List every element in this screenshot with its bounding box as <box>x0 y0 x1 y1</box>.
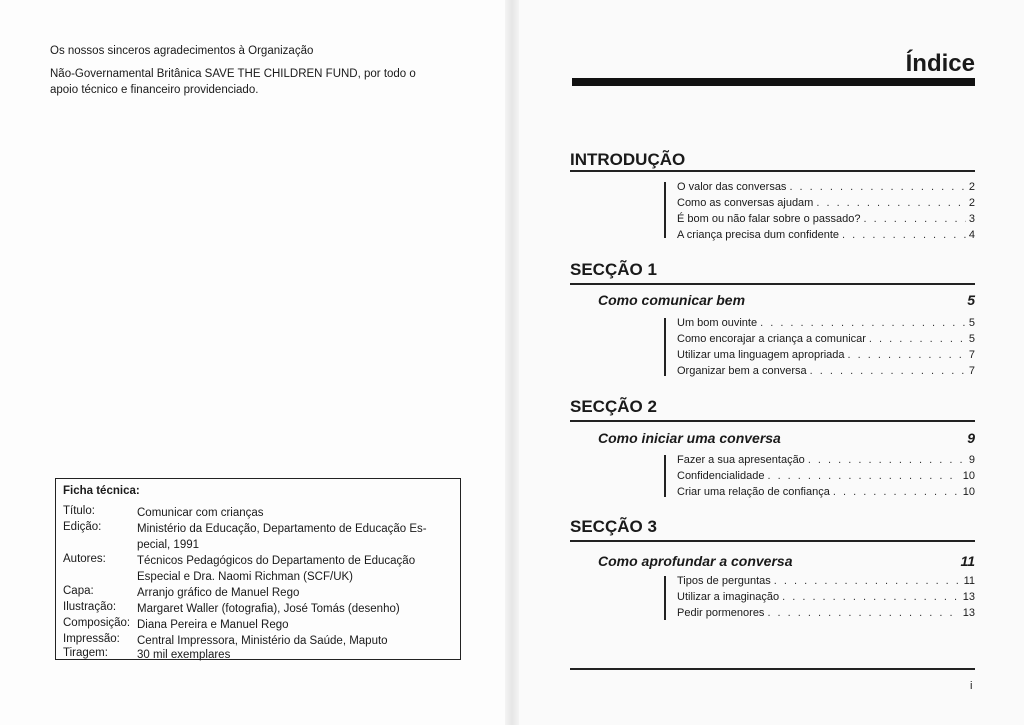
ficha-label: Impressão: <box>63 633 120 645</box>
toc-entry <box>677 229 975 245</box>
ficha-row-ilustracao <box>63 601 455 617</box>
ficha-label: Título: <box>63 505 95 517</box>
dot-leader <box>774 575 961 587</box>
toc-entry-text: Utilizar uma linguagem apropriada <box>677 349 845 361</box>
entries-bar <box>664 182 666 238</box>
dot-leader <box>863 213 965 225</box>
toc-entry-page: 10 <box>962 470 975 482</box>
ficha-label: Autores: <box>63 553 106 565</box>
subtitle-page: 9 <box>967 430 975 446</box>
section-1-subtitle <box>598 292 975 308</box>
toc-entry-page: 2 <box>968 197 975 209</box>
section-rule <box>570 420 975 422</box>
toc-entry-page: 3 <box>968 213 975 225</box>
section-2-subtitle <box>598 430 975 446</box>
toc-entry-text: Utilizar a imaginação <box>677 591 780 603</box>
toc-entry <box>677 591 975 607</box>
ficha-label: Composição: <box>63 617 131 629</box>
toc-entry-text: O valor das conversas <box>677 181 787 193</box>
ficha-label: Edição: <box>63 521 102 533</box>
subtitle-text: Como aprofundar a conversa <box>598 553 793 569</box>
dot-leader <box>810 365 966 377</box>
dot-leader <box>789 181 965 193</box>
toc-entry-text: Tipos de perguntas <box>677 575 771 587</box>
toc-entry <box>677 197 975 213</box>
toc-entry-text: A criança precisa dum confidente <box>677 229 840 241</box>
toc-entry <box>677 470 975 486</box>
toc-entry <box>677 333 975 349</box>
toc-entry <box>677 454 975 470</box>
book-gutter <box>505 0 519 725</box>
ficha-value: 30 mil exemplares <box>137 649 231 661</box>
subtitle-page: 5 <box>967 292 975 308</box>
toc-entry-page: 9 <box>968 454 975 466</box>
toc-entry-text: Um bom ouvinte <box>677 317 758 329</box>
ficha-value: Margaret Waller (fotografia), José Tomás (desenho) <box>137 603 400 615</box>
ficha-value: Comunicar com crianças <box>137 507 264 519</box>
toc-entry-text: Pedir pormenores <box>677 607 765 619</box>
acknowledgement-line: Não-Governamental Britânica SAVE THE CHILDREN FUND, por todo o <box>50 68 416 80</box>
toc-entry-text: Organizar bem a conversa <box>677 365 807 377</box>
ficha-value: Arranjo gráfico de Manuel Rego <box>137 587 300 599</box>
ficha-label: Tiragem: <box>63 647 108 659</box>
entries-bar <box>664 576 666 620</box>
toc-entry <box>677 317 975 333</box>
dot-leader <box>767 470 959 482</box>
ficha-row-titulo <box>63 505 455 521</box>
toc-entry <box>677 181 975 197</box>
toc-entry <box>677 486 975 502</box>
section-2-heading: SECÇÃO 2 <box>570 397 657 416</box>
ficha-row-composicao <box>63 617 455 633</box>
toc-entry-page: 10 <box>962 486 975 498</box>
dot-leader <box>869 333 966 345</box>
toc-entry-text: Fazer a sua apresentação <box>677 454 805 466</box>
ficha-row-edicao <box>63 521 455 553</box>
toc-entry <box>677 213 975 229</box>
ficha-row-capa <box>63 585 455 601</box>
toc-entry-page: 5 <box>968 333 975 345</box>
toc-entry <box>677 349 975 365</box>
dot-leader <box>760 317 966 329</box>
subtitle-text: Como iniciar uma conversa <box>598 430 781 446</box>
toc-entry-page: 2 <box>968 181 975 193</box>
subtitle-page: 11 <box>960 553 975 569</box>
footer-rule <box>570 668 975 670</box>
index-title: Índice <box>905 50 975 77</box>
toc-entry-page: 7 <box>968 349 975 361</box>
toc-entry-text: Confidencialidade <box>677 470 765 482</box>
toc-entry-page: 4 <box>968 229 975 241</box>
toc-entry-text: É bom ou não falar sobre o passado? <box>677 213 861 225</box>
dot-leader <box>767 607 959 619</box>
section-rule <box>570 283 975 285</box>
toc-entry <box>677 575 975 591</box>
title-bar <box>572 78 975 86</box>
dot-leader <box>848 349 966 361</box>
ficha-tecnica-box <box>55 478 461 660</box>
toc-entry <box>677 365 975 381</box>
toc-entry-page: 7 <box>968 365 975 377</box>
ficha-value: Diana Pereira e Manuel Rego <box>137 619 289 631</box>
section-3-heading: SECÇÃO 3 <box>570 517 657 536</box>
intro-heading: INTRODUÇÃO <box>570 150 686 169</box>
ficha-value: Técnicos Pedagógicos do Departamento de Educação Especial e Dra. Naomi Richman (SCF/UK) <box>137 555 416 583</box>
toc-entry-text: Como as conversas ajudam <box>677 197 814 209</box>
dot-leader <box>816 197 966 209</box>
entries-bar <box>664 455 666 497</box>
acknowledgement-line: Os nossos sinceros agradecimentos à Organização <box>50 45 314 57</box>
toc-entry-text: Criar uma relação de confiança <box>677 486 830 498</box>
dot-leader <box>842 229 966 241</box>
section-rule <box>570 540 975 542</box>
toc-entry-page: 13 <box>962 607 975 619</box>
toc-entry-page: 5 <box>968 317 975 329</box>
toc-entry <box>677 607 975 623</box>
dot-leader <box>782 591 960 603</box>
ficha-row-tiragem <box>63 647 455 663</box>
subtitle-text: Como comunicar bem <box>598 292 746 308</box>
dot-leader <box>808 454 966 466</box>
acknowledgement-line: apoio técnico e financeiro providenciado. <box>50 84 259 96</box>
ficha-row-autores <box>63 553 455 585</box>
section-rule <box>570 170 975 172</box>
page-number: i <box>970 680 973 692</box>
toc-entry-page: 13 <box>962 591 975 603</box>
ficha-value: Ministério da Educação, Departamento de Educação Es-pecial, 1991 <box>137 523 427 551</box>
entries-bar <box>664 318 666 376</box>
section-1-heading: SECÇÃO 1 <box>570 260 657 279</box>
section-3-subtitle <box>598 553 975 569</box>
dot-leader <box>833 486 960 498</box>
toc-entry-page: 11 <box>963 575 975 587</box>
ficha-label: Ilustração: <box>63 601 117 613</box>
ficha-label: Capa: <box>63 585 94 597</box>
ficha-value: Central Impressora, Ministério da Saúde, Maputo <box>137 635 388 647</box>
ficha-tecnica-title: Ficha técnica: <box>63 485 140 497</box>
toc-entry-text: Como encorajar a criança a comunicar <box>677 333 866 345</box>
